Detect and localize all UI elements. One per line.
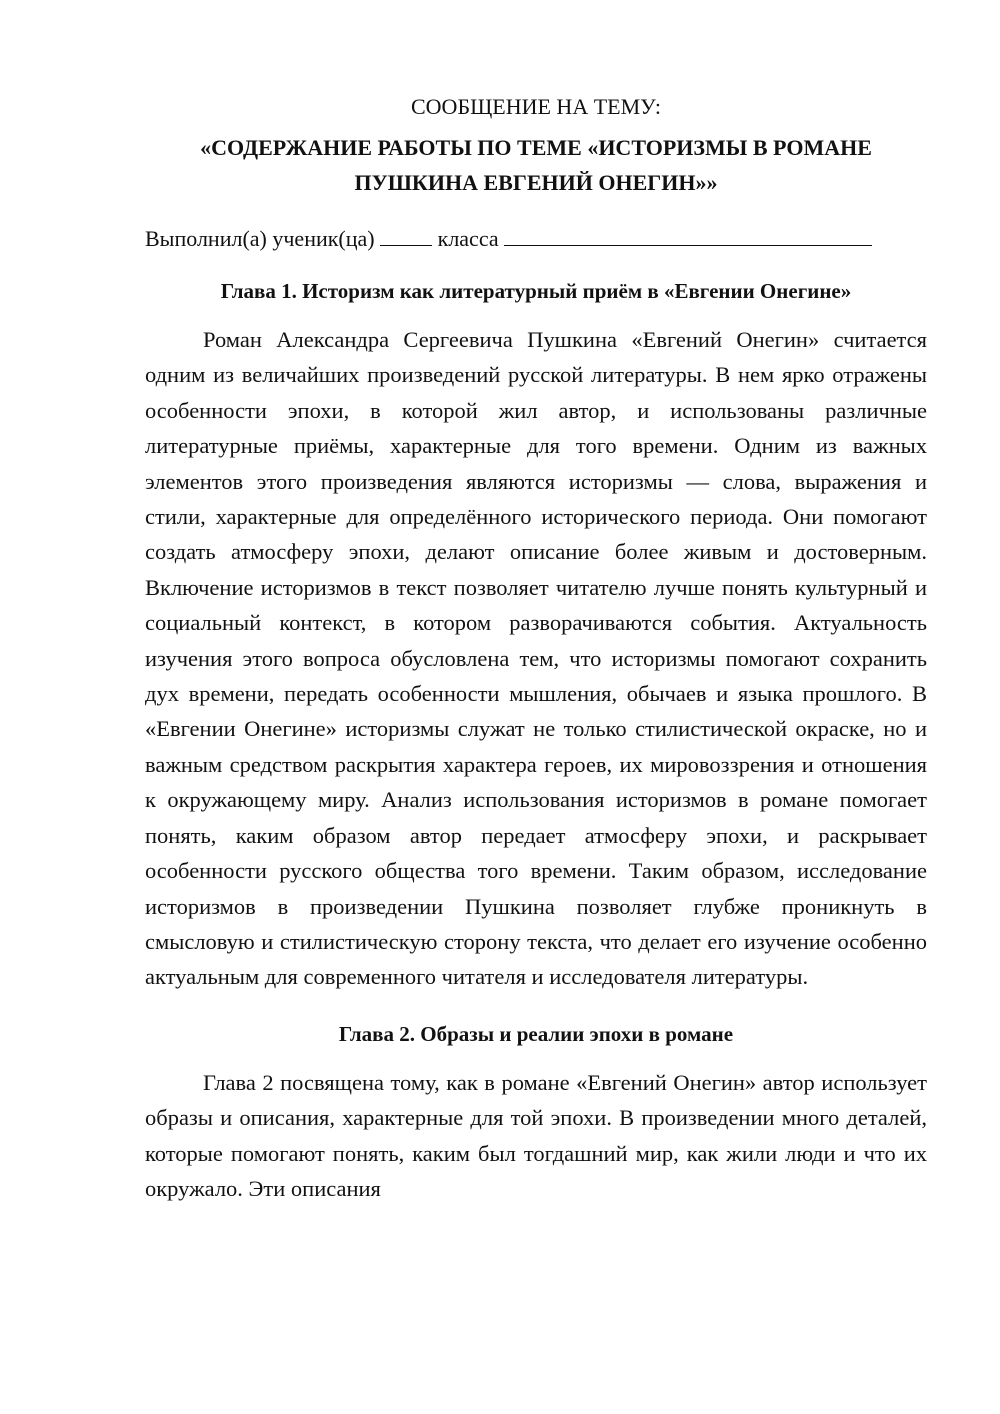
byline-class-label: класса: [437, 226, 499, 251]
chapter-1-title: Глава 1. Историзм как литературный приём в «Евгении Онегине»: [220, 279, 852, 303]
document-title-line-1: «СОДЕРЖАНИЕ РАБОТЫ ПО ТЕМЕ «ИСТОРИЗМЫ В РОМАНЕ: [200, 135, 872, 160]
document-page: [145, 90, 927, 1206]
byline: [145, 222, 927, 256]
chapter-2-paragraph: Глава 2 посвящена тому, как в романе «Евгений Онегин» автор использует образы и описания, характерные для той эпохи. В произведении много деталей, которые помогают понять, каким был тогдашний мир, как жили люди и что их окружало. Эти описания: [145, 1069, 927, 1201]
document-title-line-2: ПУШКИНА ЕВГЕНИЙ ОНЕГИН»»: [354, 170, 718, 195]
class-number-blank: [380, 223, 432, 246]
chapter-2-title: Глава 2. Образы и реалии эпохи в романе: [338, 1021, 734, 1046]
byline-performed-by: Выполнил(а) ученик(ца): [145, 226, 375, 251]
document-label: СООБЩЕНИЕ НА ТЕМУ:: [411, 94, 661, 119]
student-name-blank: [504, 223, 872, 246]
chapter-1-paragraph: Роман Александра Сергеевича Пушкина «Евгений Онегин» считается одним из величайших произведений русской литературы. В нем ярко отражены особенности эпохи, в которой жил автор, и использованы различные литературные приёмы, характерные для того времени. Одним из важных элементов этого произведения являются историзмы — слова, выражения и стили, характерные для определённого исторического периода. Они помогают создать атмосферу эпохи, делают описание более живым и достоверным. Включение историзмов в текст позволяет читателю лучше понять культурный и социальный контекст, в котором разворачиваются события. Актуальность изучения этого вопроса обусловлена тем, что историзмы помогают сохранить дух времени, передать особенности мышления, обычаев и языка прошлого. В «Евгении Онегине» историзмы служат не только стилистической окраске, но и важным средством раскрытия характера героев, их мировоззрения и отношения к окружающему миру. Анализ использования историзмов в романе помогает понять, каким образом автор передает атмосферу эпохи, и раскрывает особенности русского общества того времени. Таким образом, исследование историзмов в произведении Пушкина позволяет глубже проникнуть в смысловую и стилистическую сторону текста, что делает его изучение особенно актуальным для современного читателя и исследователя литературы.: [145, 327, 927, 990]
